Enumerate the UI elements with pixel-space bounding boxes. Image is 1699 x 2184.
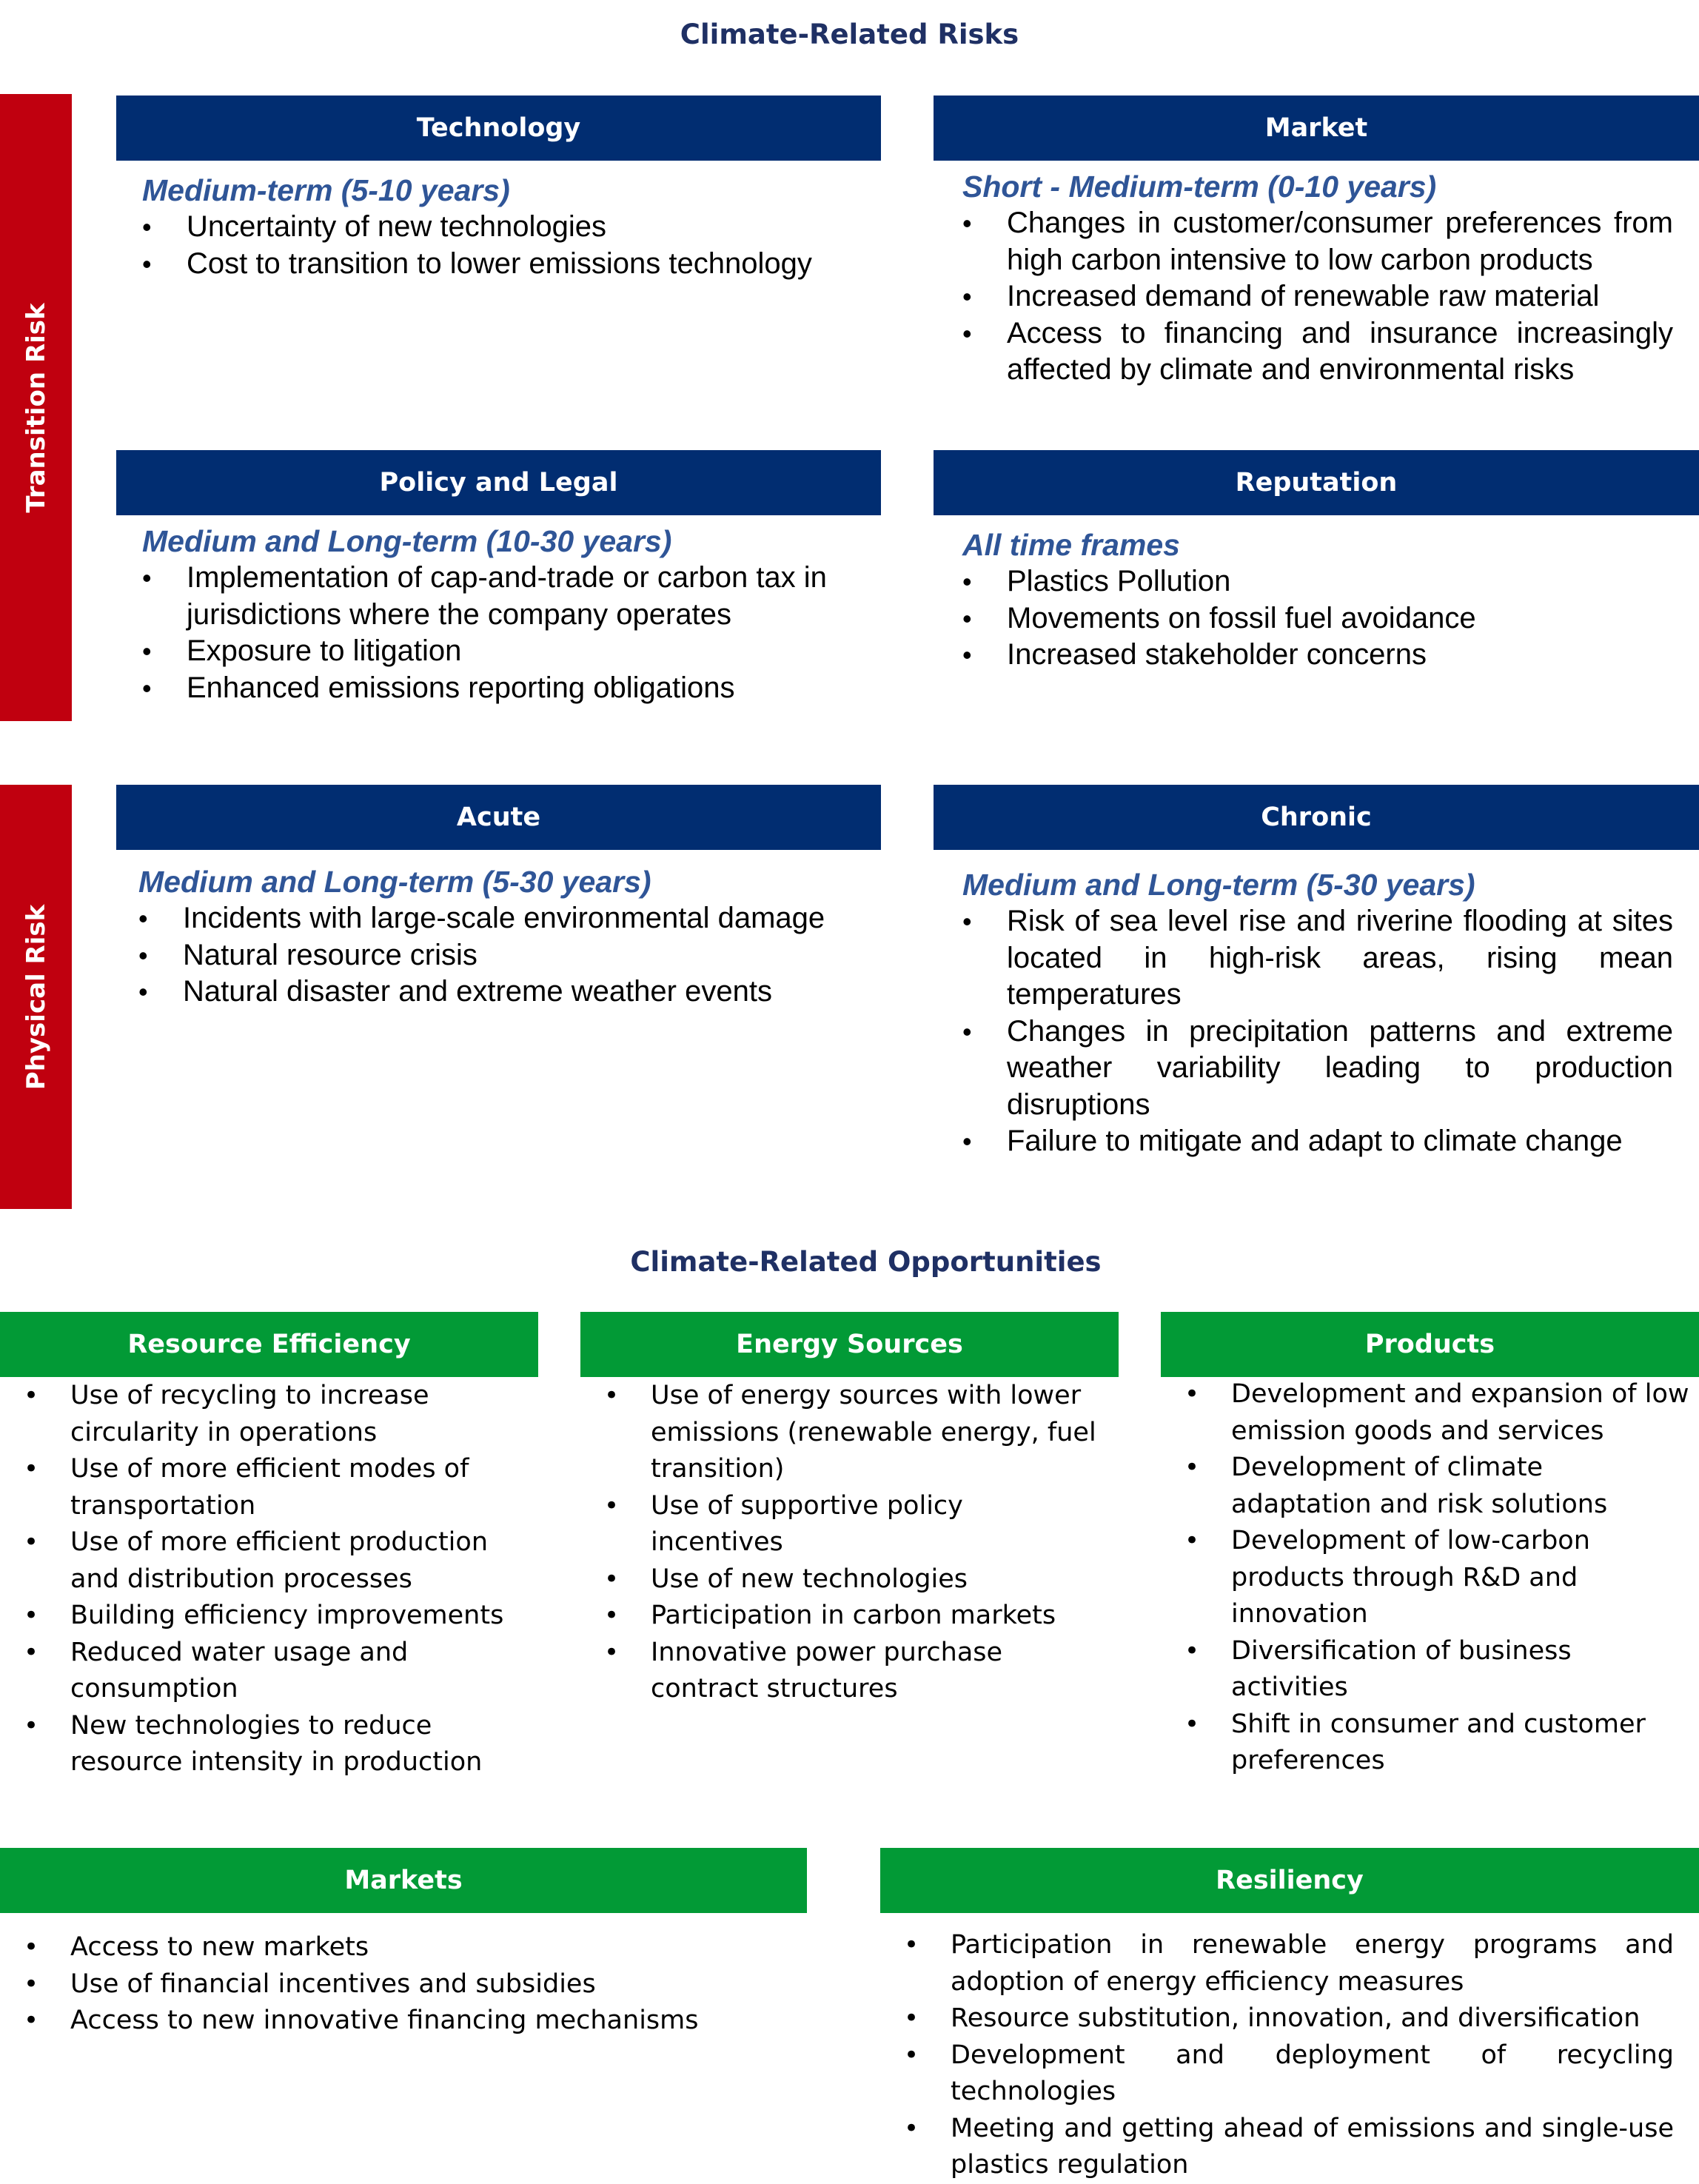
policy-legal-term: Medium and Long-term (10-30 years) (142, 524, 672, 558)
list-item: • Implementation of cap-and-trade or carbon tax in jurisdictions where the company operates (142, 560, 868, 633)
resiliency-list (880, 1927, 1674, 2184)
transition-risk-label: Transition Risk (21, 302, 51, 513)
list-item: • Development and expansion of low emission goods and services (1161, 1376, 1690, 1450)
resource-efficiency-panel (0, 1378, 518, 1781)
policy-legal-panel (142, 523, 868, 706)
list-item: • Use of supportive policy incentives (580, 1488, 1099, 1561)
acute-term: Medium and Long-term (5-30 years) (138, 865, 651, 899)
list-item: • Diversification of business activities (1161, 1633, 1690, 1706)
list-item: • Movements on fossil fuel avoidance (962, 600, 1673, 637)
list-item: • Access to new markets (0, 1929, 785, 1966)
market-panel (962, 168, 1673, 389)
list-item: • Exposure to litigation (142, 633, 868, 670)
list-item: • Meeting and getting ahead of emissions and single-use plastics regulation (880, 2111, 1674, 2184)
list-item: • Plastics Pollution (962, 563, 1673, 600)
list-item: • Development and deployment of recycling technologies (880, 2037, 1674, 2111)
list-item: • Uncertainty of new technologies (142, 209, 868, 246)
market-header: Market (934, 96, 1699, 161)
energy-sources-header: Energy Sources (580, 1312, 1119, 1377)
markets-panel (0, 1929, 785, 2040)
chronic-panel (962, 866, 1673, 1160)
risks-title: Climate-Related Risks (680, 19, 1019, 50)
list-item: • New technologies to reduce resource intensity in production (0, 1708, 518, 1781)
energy-sources-panel (580, 1378, 1099, 1708)
chronic-list (962, 903, 1673, 1160)
resource-efficiency-list (0, 1378, 518, 1781)
technology-list (142, 209, 868, 282)
resource-efficiency-header: Resource Efficiency (0, 1312, 538, 1377)
list-item: • Building efficiency improvements (0, 1598, 518, 1635)
list-item: • Increased stakeholder concerns (962, 637, 1673, 674)
list-item: • Innovative power purchase contract structures (580, 1635, 1099, 1708)
market-term: Short - Medium-term (0-10 years) (962, 170, 1437, 204)
transition-risk-band (0, 94, 72, 721)
products-header: Products (1161, 1312, 1699, 1377)
list-item: • Incidents with large-scale environmental damage (138, 900, 868, 937)
list-item: • Reduced water usage and consumption (0, 1635, 518, 1708)
list-item: • Development of climate adaptation and risk solutions (1161, 1450, 1690, 1523)
list-item: • Increased demand of renewable raw material (962, 278, 1673, 315)
physical-risk-label: Physical Risk (21, 904, 51, 1090)
policy-legal-list (142, 560, 868, 706)
list-item: • Risk of sea level rise and riverine flooding at sites located in high-risk areas, rising mean temperatures (962, 903, 1673, 1014)
physical-risk-band (0, 785, 72, 1209)
market-list (962, 205, 1673, 389)
list-item: • Access to financing and insurance increasingly affected by climate and environmental risks (962, 315, 1673, 389)
list-item: • Use of more efficient modes of transportation (0, 1451, 518, 1524)
opportunities-title: Climate-Related Opportunities (630, 1246, 1102, 1278)
list-item: • Use of new technologies (580, 1561, 1099, 1598)
list-item: • Failure to mitigate and adapt to climate change (962, 1123, 1673, 1160)
markets-list (0, 1929, 785, 2040)
list-item: • Participation in carbon markets (580, 1598, 1099, 1635)
acute-list (138, 900, 868, 1011)
list-item: • Natural disaster and extreme weather events (138, 974, 868, 1011)
reputation-panel (962, 526, 1673, 674)
list-item: • Use of energy sources with lower emissions (renewable energy, fuel transition) (580, 1378, 1099, 1488)
list-item: • Changes in customer/consumer preferences from high carbon intensive to low carbon products (962, 205, 1673, 278)
energy-sources-list (580, 1378, 1099, 1708)
list-item: • Use of more efficient production and distribution processes (0, 1524, 518, 1598)
list-item: • Access to new innovative financing mechanisms (0, 2003, 785, 2040)
reputation-list (962, 563, 1673, 674)
acute-header: Acute (116, 785, 881, 850)
technology-panel (142, 172, 868, 282)
list-item: • Use of recycling to increase circularity in operations (0, 1378, 518, 1451)
list-item: • Cost to transition to lower emissions technology (142, 246, 868, 283)
list-item: • Natural resource crisis (138, 937, 868, 974)
technology-term: Medium-term (5-10 years) (142, 173, 510, 207)
markets-header: Markets (0, 1848, 807, 1913)
list-item: • Participation in renewable energy programs and adoption of energy efficiency measures (880, 1927, 1674, 2000)
list-item: • Changes in precipitation patterns and extreme weather variability leading to production disruptions (962, 1014, 1673, 1124)
list-item: • Development of low-carbon products through R&D and innovation (1161, 1523, 1690, 1633)
technology-header: Technology (116, 96, 881, 161)
policy-legal-header: Policy and Legal (116, 450, 881, 515)
chronic-term: Medium and Long-term (5-30 years) (962, 868, 1475, 902)
list-item: • Enhanced emissions reporting obligations (142, 670, 868, 707)
resiliency-header: Resiliency (880, 1848, 1699, 1913)
list-item: • Resource substitution, innovation, and diversification (880, 2000, 1674, 2037)
products-list (1161, 1376, 1690, 1780)
products-panel (1161, 1376, 1690, 1780)
list-item: • Use of financial incentives and subsidies (0, 1966, 785, 2003)
chronic-header: Chronic (934, 785, 1699, 850)
resiliency-panel (880, 1927, 1674, 2184)
acute-panel (138, 863, 868, 1011)
list-item: • Shift in consumer and customer preferences (1161, 1706, 1690, 1780)
reputation-header: Reputation (934, 450, 1699, 515)
reputation-term: All time frames (962, 528, 1180, 562)
